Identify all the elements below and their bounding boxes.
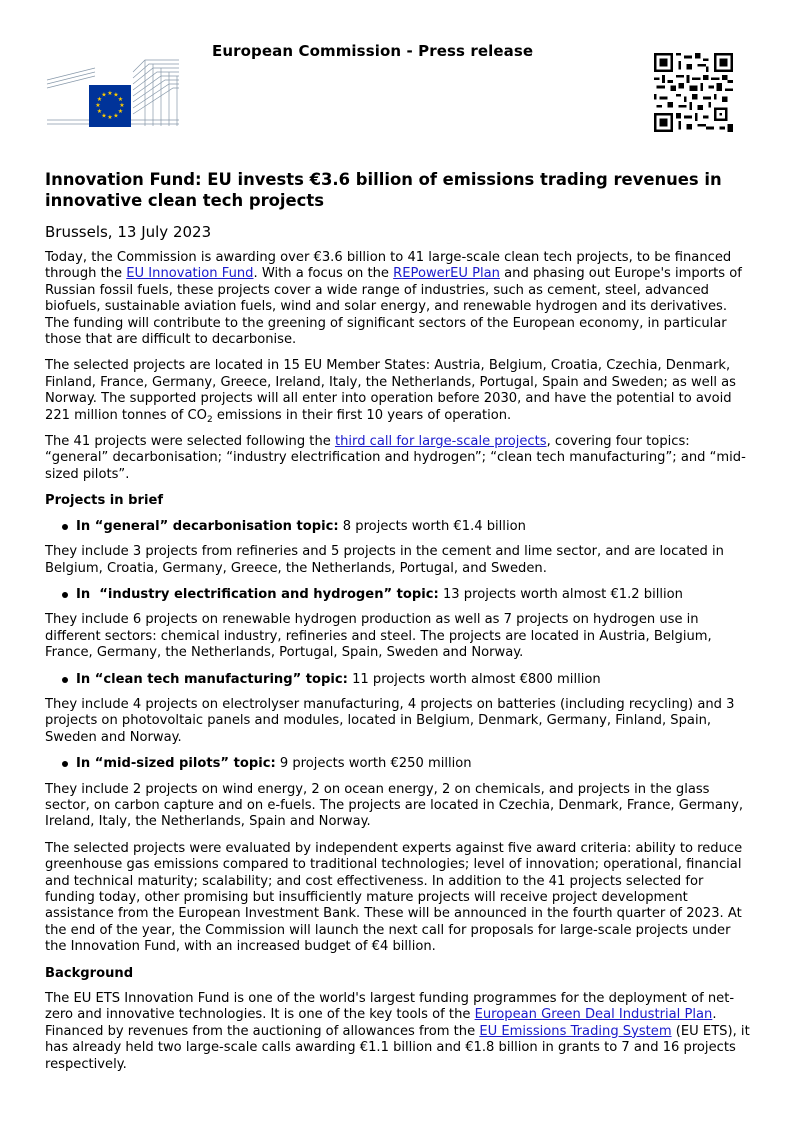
topic-description: They include 3 projects from refineries and 5 projects in the cement and lime sector, and are located in Belgium, Croatia, Germany, Greece, the Netherlands, Portugal, and Sweden. — [45, 544, 724, 576]
bullet-icon — [62, 524, 68, 530]
bullet-icon — [62, 761, 68, 767]
svg-text:★: ★ — [101, 112, 107, 120]
topic-label: In “industry electrification and hydrogen” topic: — [76, 586, 439, 602]
topic-description: They include 6 projects on renewable hydrogen production as well as 7 projects on hydrogen use in different sectors: chemical industry, refineries and steel. The projects are located in Austria, Belgium, France, Germany, the Netherlands, Portugal, Spain, Sweden and Norway. — [45, 612, 712, 661]
topic-bullet — [45, 672, 750, 688]
link-repowereu-plan[interactable]: REPowerEU Plan — [393, 266, 500, 282]
text-segment: . Financed by revenues from the auctioning of allowances from the — [45, 1007, 725, 1039]
svg-text:★: ★ — [107, 90, 113, 97]
topic-bullet — [45, 519, 750, 535]
svg-text:★: ★ — [113, 91, 119, 99]
svg-text:★: ★ — [117, 108, 124, 115]
text-segment: Today, the Commission is awarding over €3.6 billion to 41 large-scale clean tech projects, to be financed through the — [45, 250, 732, 282]
topic-value: 11 projects worth almost €800 million — [347, 671, 601, 687]
svg-text:★: ★ — [117, 96, 124, 103]
paragraph-evaluation: The selected projects were evaluated by independent experts against five award criteria: ability to reduce greenhouse gas emissions compared to traditional technologies; level of innovation; operational, financial and technical maturity; scalability; and cost effectiveness. In addition to the 41 projects selected for funding today, other promising but insufficiently mature projects will receive project development assistance from the European Investment Bank. These will be announced in the fourth quarter of 2023. At the end of the year, the Commission will launch the next call for proposals for large-scale projects under the Innovation Fund, with an increased budget of €4 billion. — [45, 840, 743, 955]
svg-text:★: ★ — [101, 91, 107, 99]
text-segment: The EU ETS Innovation Fund is one of the world's largest funding programmes for the deployment of net-zero and innovative technologies. It is one of the key tools of the — [45, 991, 735, 1023]
svg-text:★: ★ — [113, 112, 119, 120]
dateline: Brussels, 13 July 2023 — [45, 223, 212, 241]
bullet-icon — [62, 592, 68, 598]
topic-bullet — [45, 587, 750, 603]
text-segment: (EU ETS), it has already held two large-scale calls awarding €1.1 billion and €1.8 billion in grants to 7 and 16 projects respectively. — [45, 1023, 750, 1072]
paragraph-background — [45, 991, 750, 1073]
qr-code — [654, 53, 733, 132]
article-title: Innovation Fund: EU invests €3.6 billion of emissions trading revenues in innovative clean tech projects — [45, 170, 722, 210]
topic-bullet — [45, 756, 750, 772]
subscript: 2 — [206, 414, 213, 425]
svg-text:★: ★ — [119, 102, 125, 109]
paragraph-selection — [45, 434, 750, 483]
link-eu-innovation-fund[interactable]: EU Innovation Fund — [126, 266, 254, 282]
topic-value: 9 projects worth €250 million — [275, 756, 472, 772]
projects-heading: Projects in brief — [45, 493, 164, 509]
svg-text:★: ★ — [95, 102, 101, 109]
european-commission-logo — [45, 58, 181, 128]
topic-label: In “general” decarbonisation topic: — [76, 518, 339, 534]
paragraph-locations — [45, 358, 750, 424]
press-release-header: European Commission - Press release — [212, 42, 534, 60]
svg-text:★: ★ — [96, 96, 103, 103]
topic-value: 13 projects worth almost €1.2 billion — [438, 586, 683, 602]
link-green-deal-industrial-plan[interactable]: European Green Deal Industrial Plan — [474, 1007, 713, 1023]
topic-label: In “clean tech manufacturing” topic: — [76, 671, 348, 687]
topic-value: 8 projects worth €1.4 billion — [338, 518, 526, 534]
background-heading: Background — [45, 965, 134, 981]
bullet-icon — [62, 677, 68, 683]
link-third-call[interactable]: third call for large-scale projects — [334, 434, 547, 450]
article-body — [45, 170, 750, 1083]
text-segment: , covering four topics: “general” decarbonisation; “industry electrification and hydrogen”; “clean tech manufacturing”; and “mid-sized pilots”. — [45, 434, 746, 482]
link-eu-ets[interactable]: EU Emissions Trading System — [479, 1023, 672, 1039]
svg-text:★: ★ — [107, 114, 113, 121]
text-segment: and phasing out Europe's imports of Russian fossil fuels, these projects cover a wide range of industries, such as cement, steel, advanced biofuels, sustainable aviation fuels, wind and solar energy, and renewable hydrogen and its derivatives. The funding will contribute to the greening of significant sectors of the European economy, in particular those that are difficult to decarbonise. — [45, 266, 742, 348]
svg-text:★: ★ — [96, 108, 103, 115]
text-segment: emissions in their first 10 years of operation. — [212, 407, 512, 423]
paragraph-intro — [45, 250, 750, 348]
text-segment: The 41 projects were selected following the — [45, 434, 335, 450]
topic-description: They include 2 projects on wind energy, 2 on ocean energy, 2 on chemicals, and projects in the glass sector, on carbon capture and on e-fuels. The projects are located in Czechia, Denmark, France, Germany, Ireland, Italy, the Netherlands, Spain and Norway. — [45, 781, 744, 830]
topic-label: In “mid-sized pilots” topic: — [76, 756, 276, 772]
text-segment: The selected projects are located in 15 EU Member States: Austria, Belgium, Croatia, Czechia, Denmark, Finland, France, Germany, Greece, Ireland, Italy, the Netherlands, Portugal, Spain and Sweden; as well as Norway. The supported projects will all enter into operation before 2030, and have the potential to avoid 221 million tonnes of CO — [45, 358, 737, 423]
topic-description: They include 4 projects on electrolyser manufacturing, 4 projects on batteries (including recycling) and 3 projects on photovoltaic panels and modules, located in Belgium, Denmark, Germany, Finland, Spain, Sweden and Norway. — [45, 696, 735, 745]
text-segment: . With a focus on the — [253, 266, 394, 282]
